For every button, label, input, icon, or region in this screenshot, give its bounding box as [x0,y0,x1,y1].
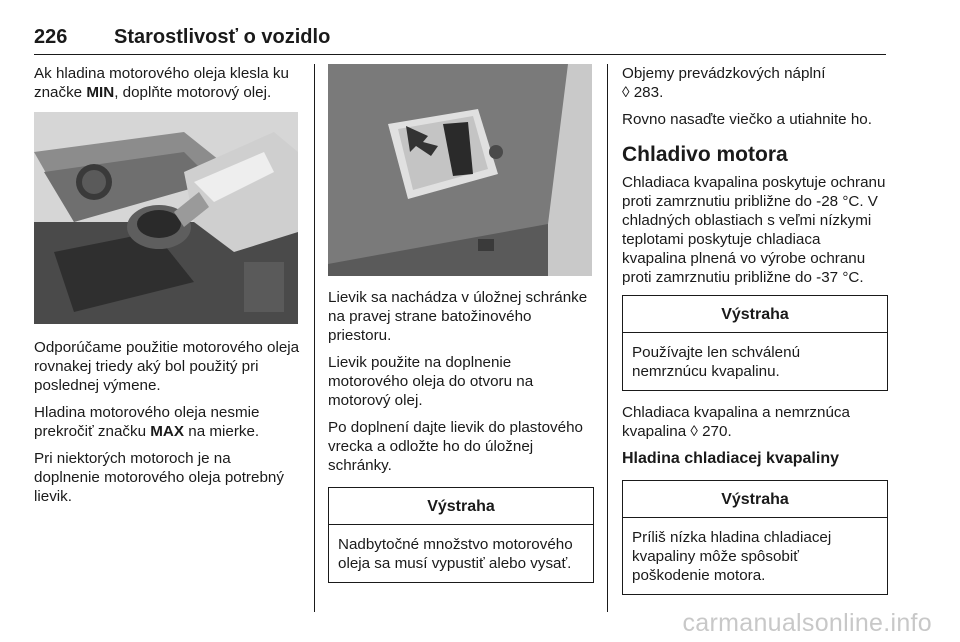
warning-title: Výstraha [623,296,887,333]
warning-box [622,295,888,391]
paragraph: Lievik sa nachádza v úložnej schránke na pravej strane batožinového priestoru. [328,289,588,344]
paragraph: Ak hladina motorového oleja klesla ku značke MIN, doplňte motorový olej. [34,65,289,101]
paragraph: Rovno nasaďte viečko a utiahnite ho. [622,111,872,128]
paragraph: Pri niektorých motoroch je na doplnenie motorového oleja potrebný lievik. [34,450,284,505]
column-right [622,64,888,607]
section-heading: Chladivo motora [622,143,788,166]
watermark: carmanualsonline.info [682,609,932,637]
paragraph: Lievik použite na doplnenie motorového oleja do otvoru na motorový olej. [328,354,534,409]
paragraph: Objemy prevádzkových náplní ◊ 283. [622,65,826,101]
warning-box [328,487,594,583]
engine-oil-photo [34,112,298,324]
paragraph: Hladina motorového oleja nesmie prekročiť značku MAX na mierke. [34,404,260,440]
column-left [34,64,300,514]
page-reference: ◊ 283. [622,84,664,101]
page-header [34,24,886,55]
warning-body: Nadbytočné množstvo motorového oleja sa musí vypustiť alebo vysať. [338,536,573,572]
trunk-storage-photo [328,64,592,276]
warning-box [622,480,888,595]
page-number: 226 [34,26,68,48]
subsection-heading: Hladina chladiacej kvapaliny [622,450,839,467]
column-divider [314,64,315,612]
column-middle [328,64,594,595]
warning-title: Výstraha [329,488,593,525]
paragraph: Odporúčame použitie motorového oleja rovnakej triedy aký bol použitý pri poslednej výmene. [34,339,300,394]
warning-body: Používajte len schválenú nemrznúcu kvapalinu. [632,344,801,380]
page-title: Starostlivosť o vozidlo [114,26,331,48]
column-divider [607,64,608,612]
warning-title: Výstraha [623,481,887,518]
paragraph: Chladiaca kvapalina poskytuje ochranu proti zamrznutiu približne do -28 °C. V chladných oblastiach s veľmi nízkymi teplotami poskytuje chladiaca kvapalina plnená vo výrobe ochranu proti zamrznutiu približne do -37 °C. [622,174,886,286]
paragraph: Po doplnení dajte lievik do plastového vrecka a odložte ho do úložnej schránky. [328,419,583,474]
paragraph: Chladiaca kvapalina a nemrznúca kvapalina ◊ 270. [622,404,850,440]
warning-body: Príliš nízka hladina chladiacej kvapaliny môže spôsobiť poškodenie motora. [632,529,832,584]
